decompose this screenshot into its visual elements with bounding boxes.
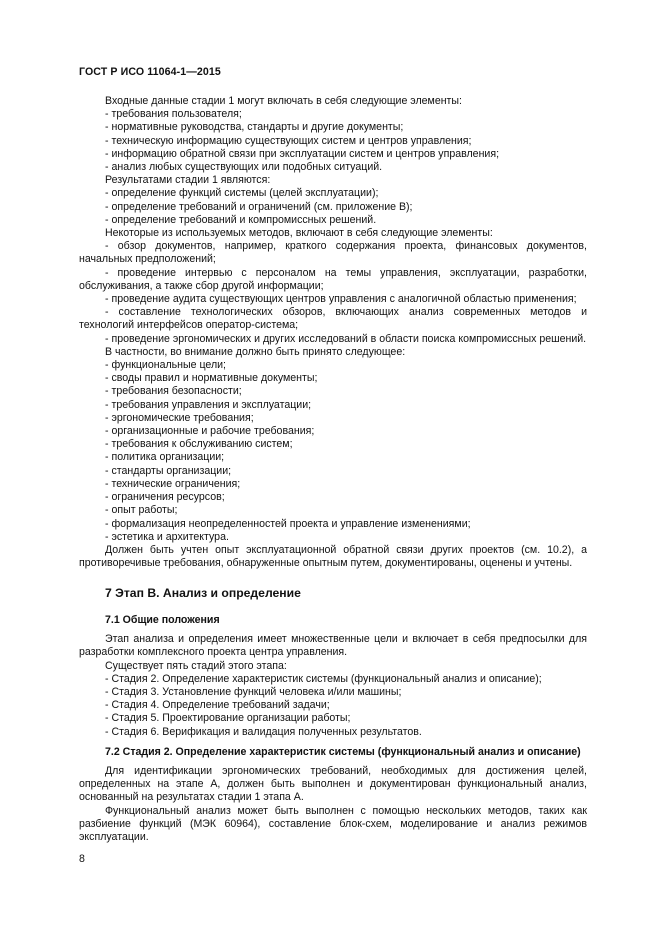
list-item: - обзор документов, например, краткого содержания проекта, финансовых документов, начальных предположений; [79, 240, 587, 266]
list-item: - эргономические требования; [105, 411, 254, 424]
list-item: - определение функций системы (целей эксплуатации); [105, 187, 379, 200]
list-item: - ограничения ресурсов; [105, 491, 225, 504]
list-item: - функциональные цели; [105, 359, 227, 372]
attention-intro: В частности, во внимание должно быть принято следующее: [105, 345, 406, 358]
list-item: - нормативные руководства, стандарты и другие документы; [105, 121, 404, 134]
list-item: - формализация неопределенностей проекта и управление изменениями; [105, 517, 471, 530]
closing-paragraph: Должен быть учтен опыт эксплуатационной обратной связи других проектов (см. 10.2), а противоречивые требования, обнаруженные опытным путем, документированы, оценены и учтены. [79, 543, 587, 570]
results-intro: Результатами стадии 1 являются: [105, 174, 271, 187]
list-item: - требования управления и эксплуатации; [105, 398, 312, 411]
subsection-7-2-heading: 7.2 Стадия 2. Определение характеристик системы (функциональный анализ и описание) [105, 745, 581, 758]
list-item: - проведение эргономических и других исследований в области поиска компромиссных решений. [105, 332, 587, 345]
list-item: - требования безопасности; [105, 385, 242, 398]
list-item: - техническую информацию существующих систем и центров управления; [105, 134, 472, 147]
document-header: ГОСТ Р ИСО 11064-1—2015 [79, 66, 221, 78]
list-item: - проведение аудита существующих центров управления с аналогичной областью применения; [105, 293, 577, 306]
list-item: - анализ любых существующих или подобных ситуаций. [105, 161, 383, 174]
list-item: - технические ограничения; [105, 477, 241, 490]
list-item: - требования пользователя; [105, 108, 242, 121]
list-item: - Стадия 6. Верификация и валидация полученных результатов. [105, 725, 422, 738]
list-item: - стандарты организации; [105, 464, 232, 477]
paragraph: Для идентификации эргономических требований, необходимых для достижения целей, определенных на этапе А, должен быть выполнен и документирован функциональный анализ, основанный на результатах стадии 1 этапа А. [79, 765, 587, 804]
list-item: - определение требований и компромиссных решений. [105, 213, 377, 226]
page-number: 8 [79, 853, 85, 865]
list-item: - составление технологических обзоров, включающих анализ современных методов и технологий интерфейсов оператор-система; [79, 306, 587, 332]
list-item: - требования к обслуживанию систем; [105, 438, 293, 451]
inputs-intro: Входные данные стадии 1 могут включать в себя следующие элементы: [105, 95, 462, 107]
list-item: - Стадия 2. Определение характеристик системы (функциональный анализ и описание); [105, 672, 542, 685]
list-item: - Стадия 4. Определение требований задачи; [105, 699, 330, 712]
list-item: - своды правил и нормативные документы; [105, 372, 318, 385]
list-item: - политика организации; [105, 451, 225, 464]
list-item: - информацию обратной связи при эксплуатации систем и центров управления; [105, 147, 500, 160]
subsection-7-1-heading: 7.1 Общие положения [105, 614, 220, 626]
list-item: - эстетика и архитектура. [105, 530, 229, 543]
list-item: - проведение интервью с персоналом на темы управления, эксплуатации, разработки, обслуживания, а также сбор другой информации; [79, 266, 587, 292]
paragraph: Этап анализа и определения имеет множественные цели и включает в себя предпосылки для разработки комплексного проекта центра управления. [79, 633, 587, 659]
stage1-content [79, 95, 587, 570]
paragraph: Существует пять стадий этого этапа: [105, 659, 287, 672]
list-item: - опыт работы; [105, 504, 178, 517]
list-item: - Стадия 3. Установление функций человека и/или машины; [105, 686, 402, 699]
list-item: - определение требований и ограничений (см. приложение В); [105, 200, 413, 213]
list-item: - Стадия 5. Проектирование организации работы; [105, 712, 351, 725]
list-item: - организационные и рабочие требования; [105, 425, 315, 438]
methods-intro: Некоторые из используемых методов, включают в себя следующие элементы: [105, 227, 493, 240]
section-7-heading: 7 Этап В. Анализ и определение [105, 586, 301, 600]
section-7-content [79, 614, 587, 844]
paragraph: Функциональный анализ может быть выполнен с помощью нескольких методов, таких как разбиение функций (МЭК 60964), составление блок-схем, моделирование и анализ режимов эксплуатации. [79, 804, 587, 844]
